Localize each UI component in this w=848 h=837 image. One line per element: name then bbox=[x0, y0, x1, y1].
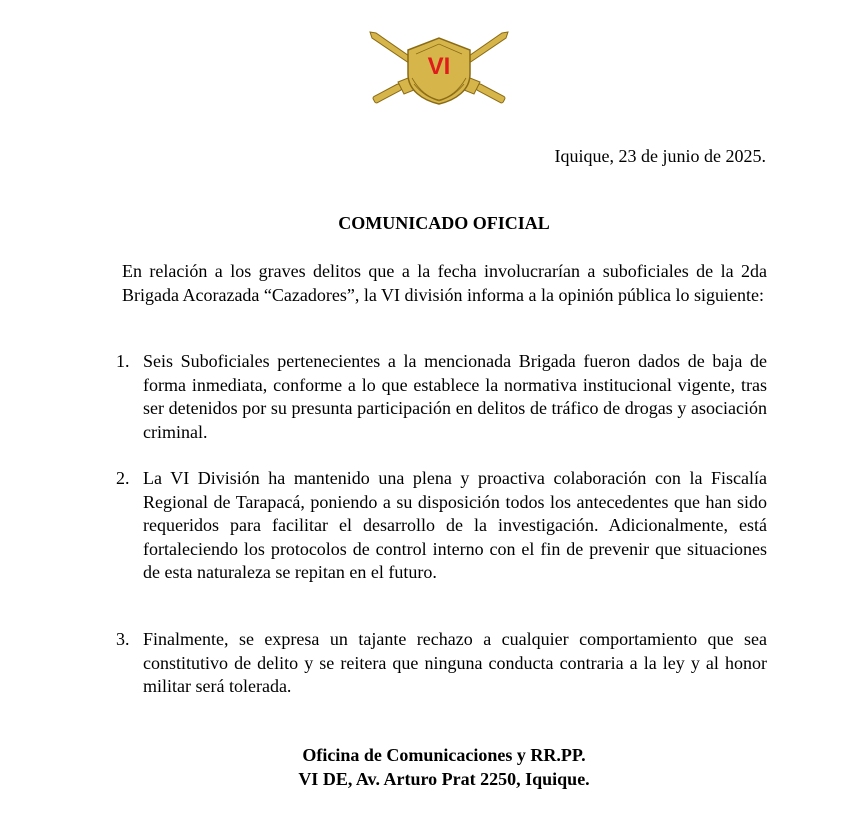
list-item-text: Seis Suboficiales pertenecientes a la mencionada Brigada fueron dados de baja de forma inmediata, conforme a lo que establece la normativa institucional vigente, tras ser detenidos por su presunta participación en delitos de tráfico de drogas y asociación criminal. bbox=[143, 351, 767, 442]
signature-address: VI DE, Av. Arturo Prat 2250, Iquique. bbox=[298, 769, 590, 789]
list-item-number: 2. bbox=[116, 468, 130, 488]
emblem-text: VI bbox=[427, 53, 451, 80]
list-item-number: 1. bbox=[116, 351, 130, 371]
list-item-text: La VI División ha mantenido una plena y proactiva colaboración con la Fiscalía Regional de Tarapacá, poniendo a su disposición todos los antecedentes que han sido requeridos para facilitar el desarrollo de la investigación. Adicionalmente, está fortaleciendo los protocolos de control interno con el fin de prevenir que situaciones de esta naturaleza se repitan en el futuro. bbox=[143, 468, 767, 582]
intro-paragraph: En relación a los graves delitos que a la fecha involucrarían a suboficiales de la 2da Brigada Acorazada “Cazadores”, la VI división informa a la opinión pública lo siguiente: bbox=[122, 261, 767, 305]
signature-office: Oficina de Comunicaciones y RR.PP. bbox=[302, 745, 586, 765]
division-crest-icon bbox=[368, 30, 510, 108]
list-item-number: 3. bbox=[116, 629, 130, 649]
date-line: Iquique, 23 de junio de 2025. bbox=[554, 146, 766, 166]
list-item-text: Finalmente, se expresa un tajante rechazo a cualquier comportamiento que sea constitutivo de delito y se reitera que ninguna conducta contraria a la ley y al honor militar será tolerada. bbox=[143, 629, 767, 696]
document-title: COMUNICADO OFICIAL bbox=[338, 213, 550, 233]
